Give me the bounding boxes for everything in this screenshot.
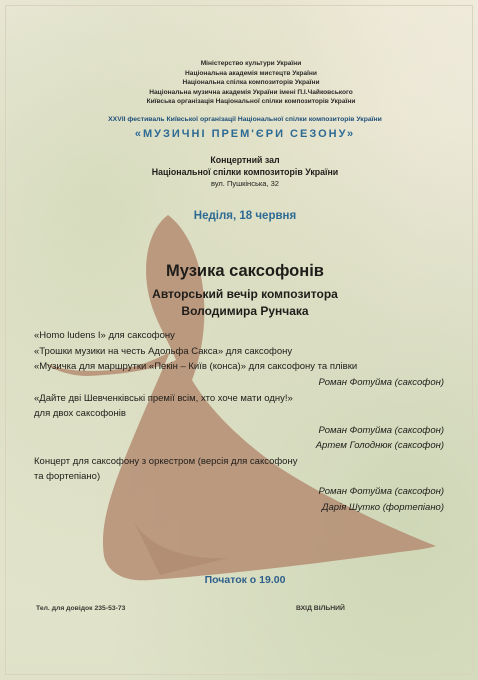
organizers-list — [12, 59, 478, 107]
free-entry: ВХІД ВІЛЬНИЙ — [296, 605, 345, 612]
concert-subtitle — [6, 286, 478, 320]
phone-info: Тел. для довідок 235-53-73 — [36, 605, 126, 612]
organizer-line: Міністерство культури України — [200, 60, 302, 67]
program-item: для двох саксофонів — [34, 408, 126, 419]
program-item: Концерт для саксофону з оркестром (версія для саксофону — [34, 456, 298, 467]
organizer-line: Національна академія мистецтв України — [185, 69, 317, 77]
organizer-line: Національна музична академія України імені П.І.Чайковського — [149, 88, 353, 96]
venue-address: вул. Пушкінська, 32 — [211, 179, 279, 188]
organizer-line: Національна спілка композиторів України — [182, 79, 320, 87]
subtitle-line-1: Авторський вечір композитора — [152, 287, 338, 301]
performer: Артем Голоднюк (саксофон) — [315, 440, 444, 451]
start-time: Початок о 19.00 — [204, 574, 286, 586]
venue-line-2: Національної спілки композиторів України — [151, 167, 339, 177]
subtitle-line-2: Володимира Рунчака — [181, 304, 309, 318]
program-item: «Трошки музики на честь Адольфа Сакса» для саксофону — [34, 346, 293, 357]
festival-line: XXVII фестиваль Київської організації Національної спілки композиторів України — [108, 116, 382, 123]
program-item: та фортепіано) — [34, 471, 101, 482]
program-item: «Музичка для маршрутки «Пекін – Київ (конса)» для саксофону та плівки — [34, 361, 358, 372]
venue-line-1: Концертний зал — [210, 155, 280, 165]
performer: Дарія Шутко (фортепіано) — [321, 502, 444, 513]
performer: Роман Фотуйма (саксофон) — [318, 486, 444, 497]
performer: Роман Фотуйма (саксофон) — [318, 425, 444, 436]
event-date: Неділя, 18 червня — [193, 210, 297, 222]
festival-name: «МУЗИЧНІ ПРЕМ'ЄРИ СЕЗОНУ» — [134, 128, 356, 140]
performer: Роман Фотуйма (саксофон) — [318, 377, 444, 388]
organizer-line: Київська організація Національної спілки композиторів України — [146, 98, 356, 106]
program-item: «Дайте дві Шевченківські премії всім, хто хоче мати одну!» — [34, 393, 293, 404]
concert-title: Музика саксофонів — [166, 262, 324, 280]
venue — [6, 154, 478, 178]
program-item: «Homo ludens I» для саксофону — [34, 330, 175, 341]
